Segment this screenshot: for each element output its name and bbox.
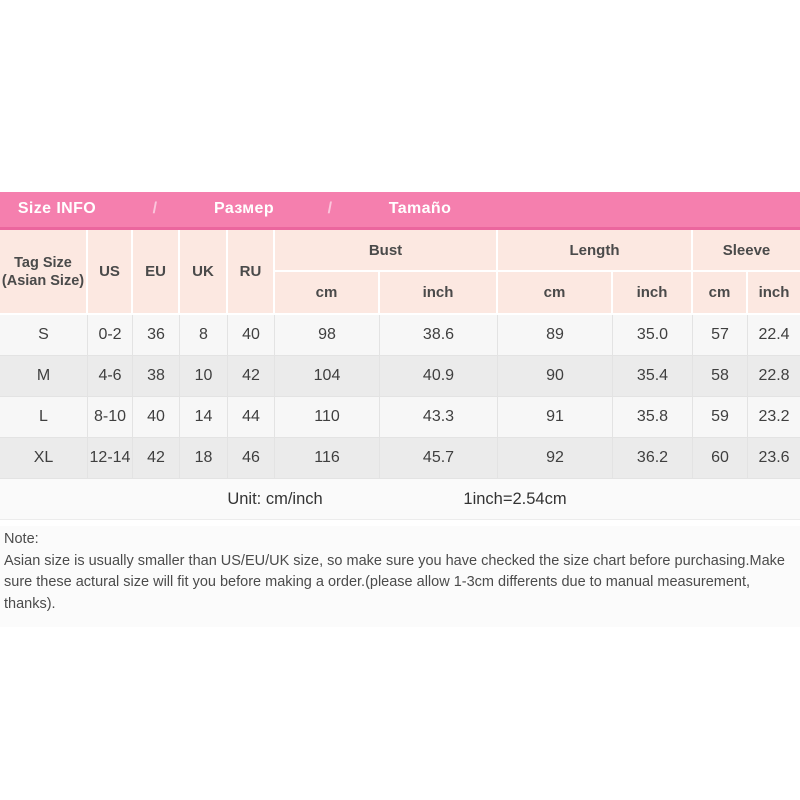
cell-bust-cm: 116	[275, 438, 380, 479]
cell-us: 0-2	[88, 315, 133, 356]
size-row-s	[0, 315, 800, 356]
size-row-m	[0, 356, 800, 397]
banner-title-es: Tamaño	[388, 200, 452, 217]
cell-bust-cm: 110	[275, 397, 380, 438]
note-body: Asian size is usually smaller than US/EU/UK size, so make sure you have checked the size chart before purchasing.Make sure these actural size will fit you before making a order.(please allow 1-3cm differents due to manual measurement, thanks).	[4, 552, 785, 612]
cell-uk: 10	[180, 356, 228, 397]
conversion-label: 1inch=2.54cm	[463, 490, 567, 508]
cell-tag: S	[0, 315, 88, 356]
unit-label: Unit: cm/inch	[227, 490, 323, 508]
subheader-sleeve-cm: cm	[693, 272, 748, 315]
cell-eu: 40	[133, 397, 180, 438]
note-heading: Note:	[4, 531, 39, 547]
cell-ru: 42	[228, 356, 275, 397]
cell-sleeve-inch: 23.6	[748, 438, 800, 479]
cell-ru: 40	[228, 315, 275, 356]
cell-sleeve-cm: 58	[693, 356, 748, 397]
col-header-ru: RU	[228, 230, 275, 315]
col-header-us: US	[88, 230, 133, 315]
cell-sleeve-cm: 60	[693, 438, 748, 479]
cell-bust-inch: 38.6	[380, 315, 498, 356]
subheader-bust-cm: cm	[275, 272, 380, 315]
subheader-sleeve-inch: inch	[748, 272, 800, 315]
size-row-xl	[0, 438, 800, 479]
header-row-groups	[0, 230, 800, 272]
subheader-length-cm: cm	[498, 272, 613, 315]
group-header-bust: Bust	[275, 230, 498, 272]
cell-eu: 42	[133, 438, 180, 479]
unit-footer-row	[0, 479, 800, 520]
note-section	[0, 526, 800, 627]
cell-us: 8-10	[88, 397, 133, 438]
banner-title-ru: Размер	[213, 200, 275, 217]
cell-length-cm: 91	[498, 397, 613, 438]
cell-tag: XL	[0, 438, 88, 479]
cell-eu: 38	[133, 356, 180, 397]
subheader-bust-inch: inch	[380, 272, 498, 315]
cell-length-inch: 36.2	[613, 438, 693, 479]
cell-sleeve-inch: 22.4	[748, 315, 800, 356]
size-row-l	[0, 397, 800, 438]
cell-bust-inch: 43.3	[380, 397, 498, 438]
tag-size-header: Tag Size (Asian Size)	[0, 230, 88, 315]
cell-uk: 14	[180, 397, 228, 438]
cell-ru: 46	[228, 438, 275, 479]
cell-ru: 44	[228, 397, 275, 438]
group-header-sleeve: Sleeve	[693, 230, 800, 272]
cell-bust-cm: 104	[275, 356, 380, 397]
cell-uk: 18	[180, 438, 228, 479]
cell-sleeve-inch: 22.8	[748, 356, 800, 397]
cell-length-inch: 35.8	[613, 397, 693, 438]
cell-bust-inch: 40.9	[380, 356, 498, 397]
unit-footer	[0, 479, 800, 520]
cell-us: 12-14	[88, 438, 133, 479]
banner-separator-2: /	[327, 200, 333, 217]
cell-bust-inch: 45.7	[380, 438, 498, 479]
cell-bust-cm: 98	[275, 315, 380, 356]
cell-length-cm: 90	[498, 356, 613, 397]
cell-length-cm: 89	[498, 315, 613, 356]
cell-length-inch: 35.4	[613, 356, 693, 397]
group-header-length: Length	[498, 230, 693, 272]
size-table	[0, 230, 800, 520]
subheader-length-inch: inch	[613, 272, 693, 315]
cell-length-inch: 35.0	[613, 315, 693, 356]
size-info-banner	[0, 192, 800, 230]
banner-title-en: Size INFO	[17, 200, 97, 217]
cell-sleeve-cm: 59	[693, 397, 748, 438]
cell-sleeve-inch: 23.2	[748, 397, 800, 438]
cell-uk: 8	[180, 315, 228, 356]
cell-length-cm: 92	[498, 438, 613, 479]
cell-us: 4-6	[88, 356, 133, 397]
cell-eu: 36	[133, 315, 180, 356]
cell-sleeve-cm: 57	[693, 315, 748, 356]
col-header-uk: UK	[180, 230, 228, 315]
banner-separator-1: /	[152, 200, 158, 217]
cell-tag: M	[0, 356, 88, 397]
col-header-eu: EU	[133, 230, 180, 315]
cell-tag: L	[0, 397, 88, 438]
